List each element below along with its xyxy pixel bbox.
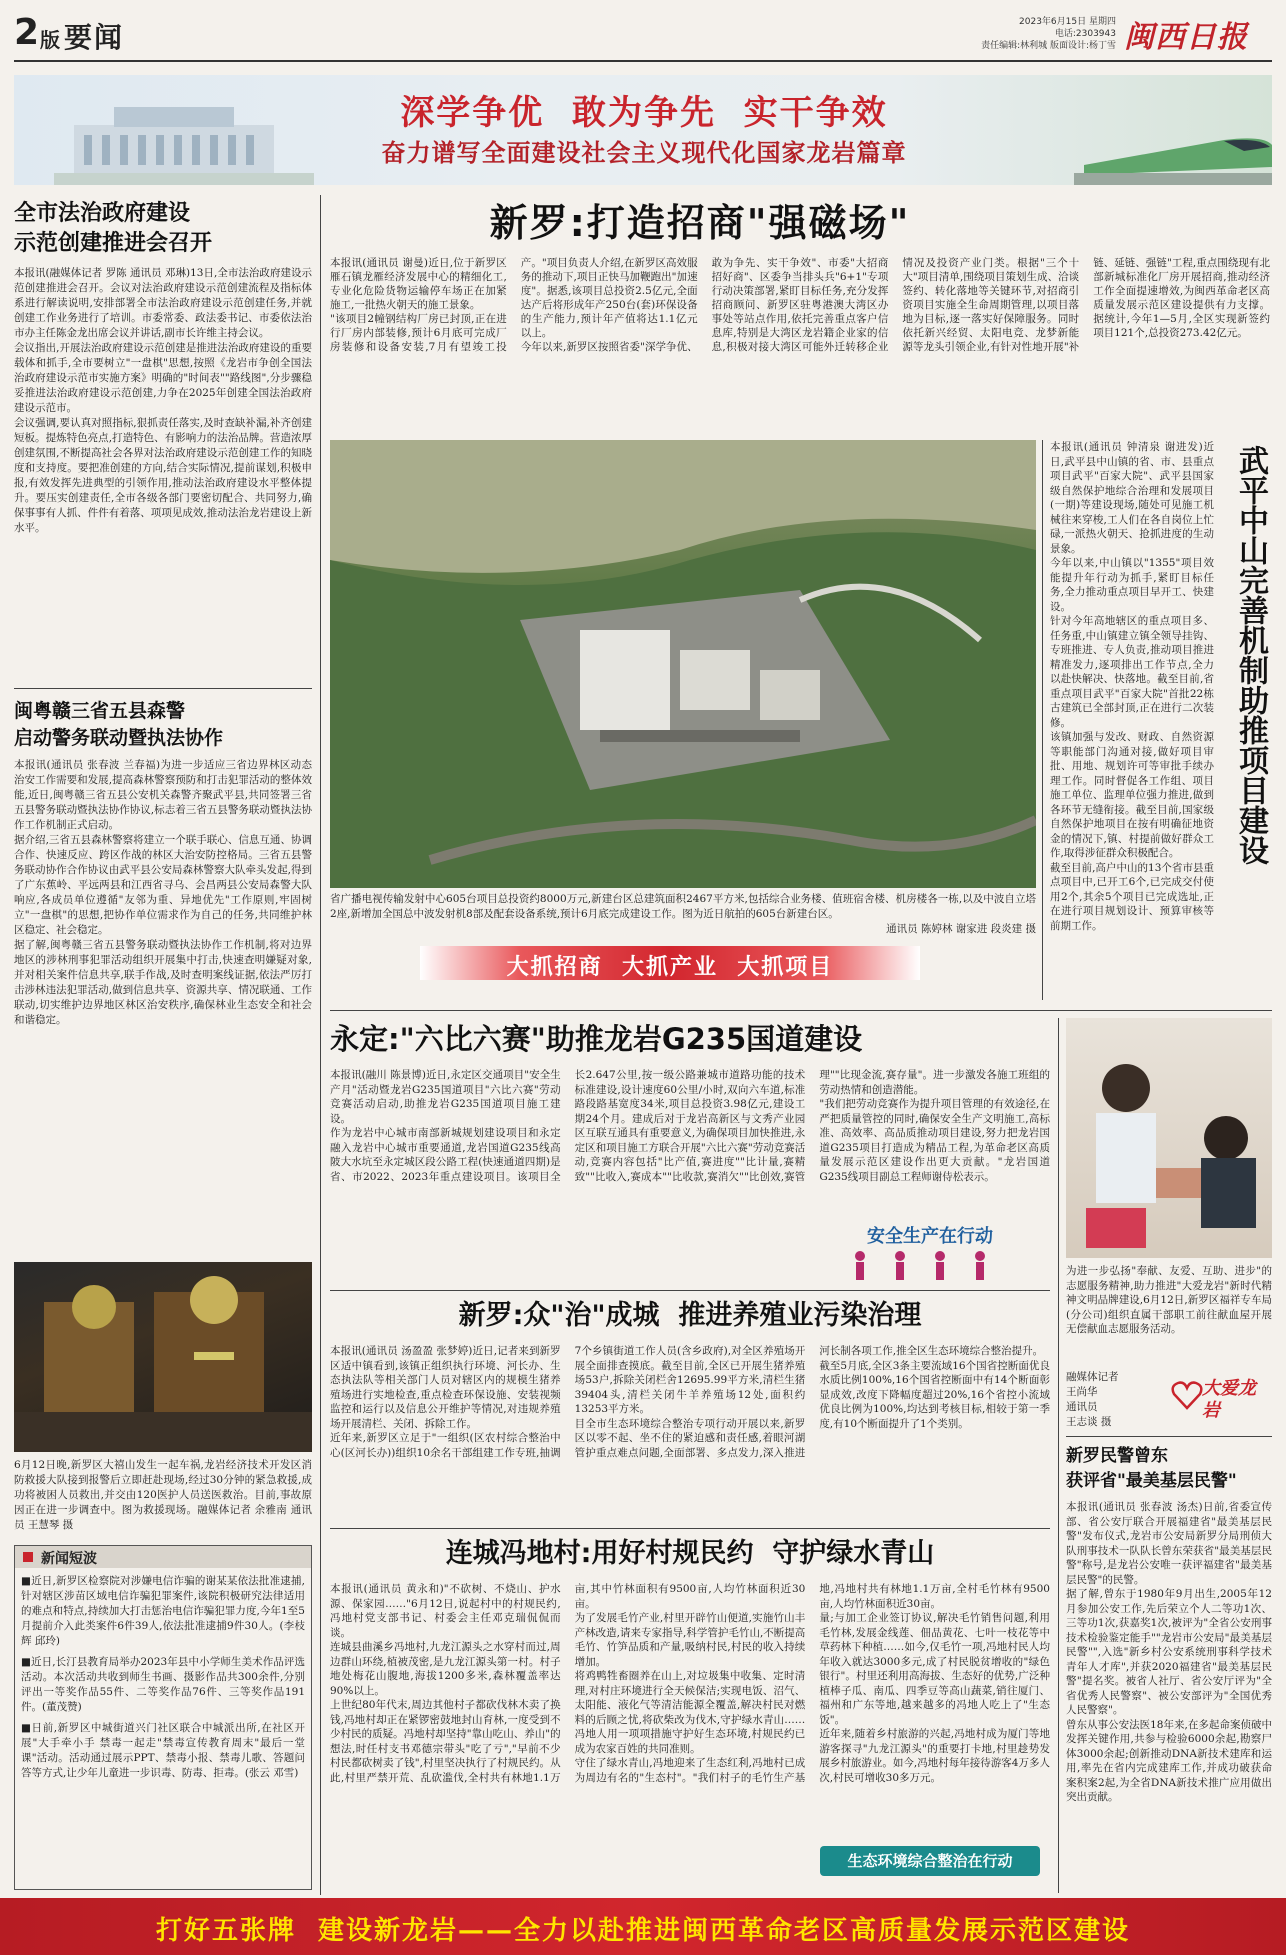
footer-slogan-text: 打好五张牌 建设新龙岩——全力以赴推进闽西革命老区高质量发展示范区建设 xyxy=(155,1916,1131,1946)
news-brief-item: ■近日,长汀县教育局举办2023年县中小学师生美术作品评选活动。本次活动共收到师生书画、摄影作品共300余件,分别评出一等奖作品55件、二等奖作品76件、三等奖作品191件。(董茂赞) xyxy=(21,1656,306,1713)
article-zhi-title: 新罗:众"治"成城 推进养殖业污染治理 xyxy=(458,1300,922,1331)
page-number: 2 xyxy=(14,12,40,53)
article-yongding-title: 永定:"六比六赛"助推龙岩G235国道建设 xyxy=(330,1022,863,1056)
article-fengdi-body: 本报讯(通讯员 黄永和)"不砍树、不烧山、护水源、保家园……"6月12日,说起村中的村规民约,冯地村党支部书记、村委会主任邓克瑞侃侃而谈。 连城县曲溪乡冯地村,九龙江源头之水穿村而过,周边群山环绕,植被茂密,是九龙江源头第一村。村子地处梅花山腹地,海拔1200多米,森林覆盖率达90%以上。 上世纪80年代末,周边其他村子都砍伐林木卖了换钱,冯地村却正在紧锣密鼓地封山育林,一度受到不少村民的质疑。冯地村却坚持"靠山吃山、养山"的想法,时任村支书邓德宗带头"吃了亏","早前不少村民都砍树卖了钱",村里坚决执行了村规民约。从此,村里严禁开荒、乱砍滥伐,全村共有林地1.1万亩,其中竹林面积有9500亩,人均竹林面积近30亩。 为了发展毛竹产业,村里开辟竹山便道,实施竹山丰产林改造,请来专家指导,科学管护毛竹山,不断提高毛竹、竹笋品质和产量,吸纳村民,村民的收入持续增加。 将鸡鸭牲畜圈养在山上,对垃圾集中收集、定时清理,对村庄环境进行全天候保洁;实现电饭、沼气、太阳能、液化气等清洁能源全覆盖,解决村民对燃料的后顾之忧,将砍柴改为伐木,守护绿水青山……冯地人用一项项措施守护好生态环境,村规民约已成为农家百姓的共同准则。 守住了绿水青山,冯地迎来了生态红利,冯地村已成为周边有名的"生态村"。"我们村子的毛竹生产基地,冯地村共有林地1.1万亩,全村毛竹林有9500亩,人均竹林面积近30亩。 量;与加工企业签订协议,解决毛竹销售问题,利用毛竹林,发展金线莲、佃品黄花、七叶一枝花等中草药林下种植……如今,仅毛竹一项,冯地村民人均年收入就达3000多元,成了村民脱贫增收的"绿色银行"。村里还利用高海拔、生态好的优势,广泛种植棒子瓜、南瓜、四季豆等高山蔬菜,销往厦门、福州和广东等地,越来越多的冯地人吃上了"生态饭"。 近年来,随着乡村旅游的兴起,冯地村成为厦门等地游客探寻"九龙江源头"的重要打卡地,村里趁势发展乡村旅游业。如今,冯地村每年接待游客4万多人次,村民可增收30多万元。 xyxy=(330,1583,1050,1784)
train-illustration xyxy=(1074,105,1272,185)
article-fire xyxy=(14,698,312,1260)
photo-aerial xyxy=(330,440,1036,888)
news-brief-list xyxy=(21,1574,305,1781)
article-body: 本报讯(通讯员 张春波 汤杰)日前,省委宣传部、省公安厅联合开展福建省"最美基层民警"发布仪式,龙岩市公安局新罗分局刑侦大队刑事技术一队队长曾东荣获省"最美基层民警"称号,是龙岩公安唯一获评福建省"最美基层民警"的民警。 据了解,曾东于1980年9月出生,2005年12月参加公安工作,先后荣立个人二等功1次、三等功1次,获嘉奖1次,被评为"全省公安刑事技术检验鉴定能手""龙岩市公安局"最美基层民警"",入选"新乡村公安系统刑事科学技术青年人才库",并获2020福建省"最美基层民警"提名奖。被省人社厅、省公安厅评为"全省优秀人民警察"、被公安部评为"全国优秀人民警察"。 曾东从事公安法医18年来,在多起命案侦破中发挥关键作用,共参与检验6000余起,勘察尸体3000余起;创新推动DNA新技术建库和运用,率先在省内完成建库工作,并成功破获命案积案2起,为全省DNA新技术推广应用做出突出贡献。 xyxy=(1066,1501,1272,1803)
divider xyxy=(330,1290,1050,1291)
news-brief-title: 新闻短波 xyxy=(41,1551,97,1567)
credit-line: 王志谈 摄 xyxy=(1066,1416,1112,1428)
editors: 责任编辑:林利城 版面设计:杨丁雪 xyxy=(981,41,1116,51)
rescue-illustration xyxy=(14,1262,312,1452)
section-title: 要闻 xyxy=(64,21,125,54)
safety-sticker xyxy=(820,1222,1040,1282)
page-label: 版 xyxy=(40,28,60,52)
issue-date: 2023年6月15日 xyxy=(1019,17,1087,27)
article-title: 示范创建推进会召开 xyxy=(14,230,213,256)
article-title: 启动警务联动暨执法协作 xyxy=(14,727,224,749)
photo-volunteer xyxy=(1066,1018,1272,1258)
divider xyxy=(14,688,312,689)
column-divider xyxy=(1042,440,1043,1000)
article-title: 全市法治政府建设 xyxy=(14,200,191,226)
slogan-bar xyxy=(420,946,920,980)
divider xyxy=(330,1528,1050,1529)
article-body: 本报讯(通讯员 张春波 兰春福)为进一步适应三省边界林区动态治安工作需要和发展,提高森林警察预防和打击犯罪活动的整体效能,近日,闽粤赣三省五县公安机关森警齐聚武平县,共同签署三省五县警务联动暨执法协作协议,标志着三省五县警务联动暨执法协作工作机制正式启动。 据介绍,三省五县森林警察将建立一个联手联心、信息互通、协调合作、快速反应、跨区作战的林区大治安防控格局。三省五县警务联动协作合作协议由武平县公安局森林警察大队牵头发起,得到了广东蕉岭、平远两县和江西省寻乌、会昌两县公安局森警大队响应,各成员单位遵循"友邻为重、异地优先"工作原则,牢固树立"一盘棋"的思想,把协作单位需求作为自己的任务,共同维护林区稳定、社会稳定。 据了解,闽粤赣三省五县警务联动暨执法协作工作机制,将对边界地区的涉林刑事犯罪活动组织开展集中打击,快速查明嫌疑对象,并对相关案件信息共享,联手作战,及时查明案线证据,依法严厉打击涉林违法犯罪活动,做到信息共享、资源共享、情况联通、工作联动,切实维护边界地区林区治安秩序,确保林业生态安全和社会和谐稳定。 xyxy=(14,759,312,1026)
column-divider xyxy=(1058,1018,1059,1893)
paper-logo: 闽西日报 xyxy=(1124,20,1248,55)
article-law xyxy=(14,198,312,621)
photo-caption: 6月12日晚,新罗区大禧山发生一起车祸,龙岩经济技术开发区消防救援大队接到报警后立即赶赴现场,经过30分钟的紧急救援,成功将被困人员救出,并交由120医护人员送医救治。目前,事故原因正在进一步调查中。图为救援现场。融媒体记者 余雅南 通讯员 王慧琴 摄 xyxy=(14,1459,312,1531)
article-title: 闽粤赣三省五县森警 xyxy=(14,700,186,722)
article-xinluo-title: 新罗:打造招商"强磁场" xyxy=(489,201,911,245)
photo-credit: 通讯员 陈婷林 谢家进 段炎建 摄 xyxy=(886,923,1036,935)
column-divider xyxy=(320,195,321,1895)
footer-slogan-bar xyxy=(0,1898,1286,1955)
divider xyxy=(330,1010,1272,1011)
divider xyxy=(1066,1436,1272,1437)
logo-text: 大爱龙岩 xyxy=(1202,1378,1256,1421)
masthead-info xyxy=(976,16,1116,52)
article-xinluo-body: 本报讯(通讯员 谢曼)近日,位于新罗区雁石镇龙雁经济发展中心的精细化工,专业化危险货物运输停车场正在加紧施工,一批热火朝天的施工景象。 "该项目2幢钢结构厂房已封顶,正在进行厂房内部装修,预计6月底可完成厂房装修和设备安装,7月有望竣工投产。"项目负责人介绍,在新罗区高效服务的推动下,项目正快马加鞭跑出"加速度"。据悉,该项目总投资2.5亿元,全面达产后将形成年产250台(套)环保设备的生产能力,预计年产值将达1.1亿元以上。 今年以来,新罗区按照省委"深学争优、敢为争先、实干争效"、市委"大招商招好商"、区委争当排头兵"6+1"专项行动决策部署,紧盯目标任务,充分发挥招商顾问、新罗区驻粤港澳大湾区办事处等站点作用,依托完善重点客户信息库,特别是大湾区龙岩籍企业家的信息,积极对接大湾区可能外迁转移企业情况及投资产业门类。根据"三个十大"项目清单,围绕项目策划生成、洽谈签约、转化落地等关键环节,对招商引资项目实施全生命周期管理,以项目落地为目标,逐一落实好保障服务。同时依托新兴经贸、太阳电竞、龙梦新能源等龙头引领企业,有针对性地开展"补链、延链、强链"工程,重点围绕现有北部新城标准化厂房开展招商,推动经济工作全面提速增效,为闽西革命老区高质量发展示范区建设提供有力支撑。据统计,今年1—5月,全区实现新签约项目121个,总投资273.42亿元。 xyxy=(330,257,1270,353)
aerial-illustration xyxy=(330,440,1036,888)
issue-weekday: 星期四 xyxy=(1088,17,1116,27)
credit-line: 王尚华 xyxy=(1066,1386,1098,1398)
photo-rescue xyxy=(14,1262,312,1452)
banner-line2: 奋力谱写全面建设社会主义现代化国家龙岩篇章 xyxy=(381,138,907,167)
top-banner xyxy=(14,75,1272,185)
banner-line1: 深学争优 敢为争先 实干争效 xyxy=(400,93,888,133)
article-wuping-title: 武平中山完善机制助推项目建设 xyxy=(1233,445,1268,865)
article-zhi-body: 本报讯(通讯员 汤盈盈 张梦婷)近日,记者来到新罗区适中镇看到,该镇正组织执行环境、河长办、生态执法队等相关部门人员对辖区内的规模生猪养殖场进行实地检查,重点检查环保设施、安装视频监控和运行以及信息公开维护等情况,对违规养殖场开展清栏、关闭、拆除工作。 近年来,新罗区立足于"一组织(区农村综合整治中心(区河长办))组织10余名干部组建工作专班,抽调7个乡镇街道工作人员(含乡政府),对全区养殖场开展全面排查摸底。截至目前,全区已开展生猪养殖场53户,拆除关闭栏舍12695.99平方米,清栏生猪39404头,清栏关闭牛羊养殖场12处,面积约13253平方米。 目全市生态环境综合整治专项行动开展以来,新罗区以零不起、坐不住的紧迫感和责任感,着眼河湖管护重点难点问题,全面部署、多点发力,深入推进河长制各项工作,推全区生态环境综合整治提升。 截至5月底,全区3条主要流域16个国省控断面优良水质比例100%,16个国省控断面中有14个断面彰显成效,改度下降幅度超过20%,16个省控小流域优良比例为100%,均达到考核目标,相较于第一季度,有10个断面提升了1个类别。 xyxy=(330,1345,1050,1459)
eco-sticker xyxy=(820,1846,1040,1876)
article-police xyxy=(1066,1444,1272,1880)
news-brief-icon xyxy=(23,1552,33,1562)
news-brief-box xyxy=(14,1545,312,1890)
credit-line: 融媒体记者 xyxy=(1066,1371,1119,1383)
news-brief-item: ■日前,新罗区中城街道兴门社区联合中城派出所,在社区开展"大手牵小手 禁毒一起走"禁毒宣传教育周末"最后一堂课"活动。活动通过展示PPT、禁毒小报、禁毒儿歌、答题问答等方式,让少年儿童进一步识毒、防毒、拒毒。(张云 邓雪) xyxy=(21,1722,305,1779)
slogan-text: 大抓招商 大抓产业 大抓项目 xyxy=(506,955,834,980)
news-brief-item: ■近日,新罗区检察院对涉嫌电信诈骗的谢某某依法批准逮捕,针对辖区涉苗区域电信诈骗犯罪案件,该院积极研究法律适用的难点和特点,持续加大打击惩治电信诈骗犯罪力度,今年1至5月提前介入此类案件6件39人,依法批准逮捕9件30人。(李枝辉 邱玲) xyxy=(21,1575,305,1647)
phone: 电话:2303943 xyxy=(1054,29,1116,39)
article-title: 新罗民警曾东 xyxy=(1066,1446,1168,1466)
safety-sticker-text: 安全生产在行动 xyxy=(867,1226,993,1247)
dalongyan-logo xyxy=(1170,1372,1270,1430)
heart-icon xyxy=(1170,1378,1204,1412)
volunteer-illustration xyxy=(1066,1018,1272,1258)
header-rule xyxy=(14,60,1272,62)
article-wuping-body: 本报讯(通讯员 钟清泉 谢进发)近日,武平县中山镇的省、市、县重点项目武平"百家大院"、武平县国家级自然保护地综合治理和发展项目(一期)等建设现场,随处可见施工机械往来穿梭,工人们在各自岗位上忙碌,一派热火朝天、抢抓进度的生动景象。 今年以来,中山镇以"1355"项目效能提升年行动为抓手,紧盯目标任务,全力推动重点项目早开工、快建设。 针对今年高地辖区的重点项目多、任务重,中山镇建立镇全领导挂钩、专班推进、专人负责,推动项目推进精准发力,逐项排出工作节点,全力以赴快解决、快落地。截至目前,省重点项目武平"百家大院"首批22栋古建筑已全部封顶,正在进行二次装修。 该镇加强与发改、财政、自然资源等职能部门沟通对接,做好项目审批、用地、规划许可等审批手续办理工作。同时督促各工作组、项目施工单位、监理单位强力推进,做到各环节无缝衔接。截至目前,国家级自然保护地项目在按有明确征地资金的情况下,镇、村提前做好群众工作,取得涉征群众积极配合。 截至目前,高户中山的13个省市县重点项目中,已开工6个,已完成交付使用2个,其余5个项目已完成选址,正在进行项目规划设计、预算审核等前期工作。 xyxy=(1050,441,1214,932)
photo-credits xyxy=(1066,1370,1166,1430)
masthead xyxy=(14,10,1272,68)
article-yongding-body: 本报讯(融川 陈景博)近日,永定区交通项目"安全生产月"活动暨龙岩G235国道项目"六比六赛"劳动竞赛活动启动,助推龙岩G235国道项目施工建设。 作为龙岩中心城市南部新城规划建设项目和永定融入龙岩中心城市重要通道,龙岩国道G235线高陂大水坑至永定城区段公路工程(快速通道四期)是省、市2022、2023年重点建设项目。该项目全长2.647公里,按一级公路兼城市道路功能的技术标准建设,设计速度60公里/小时,双向六车道,标准路段路基宽度34米,项目总投资3.98亿元,建设工期24个月。建成后对于龙岩高新区与文秀产业园区互联互通具有重要意义,为确保项目加快推进,永定区和项目施工方联合开展"六比六赛"劳动竞赛活动,竞赛内容包括"比产值,赛进度""比计量,赛精致""比收入,赛成本""比收款,赛消欠""比创效,赛管理""比现金流,赛存量"。进一步激发各施工班组的劳动热情和创造潜能。 "我们把劳动竞赛作为提升项目管理的有效途径,在严把质量管控的同时,确保安全生产文明施工,高标准、高效率、高品质推动项目建设,努力把龙岩国道G235项目打造成为精品工程,为革命老区高质量发展示范区建设作出更大贡献。"龙岩国道G235线项目副总工程师谢侍松表示。 xyxy=(330,1069,1050,1183)
photo-caption: 省广播电视传输发射中心605台项目总投资约8000万元,新建台区总建筑面积2467平方米,包括综合业务楼、值班宿舍楼、机房楼各一栋,以及中波自立塔2座,新增加全国总中波发射机8部及配套设备系统,预计6月底完成建设工作。图为近日航拍的605台新建台区。 xyxy=(330,893,1036,920)
photo-caption: 为进一步弘扬"奉献、友爱、互助、进步"的志愿服务精神,助力推进"大爱龙岩"新时代精神文明品牌建设,6月12日,新罗区福祥专车局(分公司)组织直属干部职工前往献血屋开展无偿献血志愿服务活动。 xyxy=(1066,1265,1272,1335)
article-title: 获评省"最美基层民警" xyxy=(1066,1471,1237,1491)
credit-line: 通讯员 xyxy=(1066,1401,1098,1413)
article-body: 本报讯(融媒体记者 罗陈 通讯员 邓琳)13日,全市法治政府建设示范创建推进会召开。会议对法治政府建设示范创建流程及指标体系进行解读说明,安排部署全市法治政府建设示范创建任务,并就创建工作业务进行了培训。市委常委、政法委书记、市委依法治市办主任陈金龙出席会议并讲话,副市长许维主持会议。 会议指出,开展法治政府建设示范创建是推进法治政府建设的重要载体和抓手,全市要树立"一盘棋"思想,按照《龙岩市争创全国法治政府建设示范市实施方案》明确的"时间表""路线图",分步骤稳妥推进法治政府建设示范创建,力争在2025年创建全国法治政府建设示范市。 会议强调,要认真对照指标,狠抓责任落实,及时查缺补漏,补齐创建短板。提炼特色亮点,打造特色、有影响力的法治品牌。营造浓厚创建氛围,不断提高社会各界对法治政府建设示范创建工作的知晓度和支持度。要把准创建的方向,结合实际情况,提前谋划,积极申报,有效发挥先进典型的引领作用,推动法治政府建设水平整体提升。要压实创建责任,全市各级各部门要密切配合、共同努力,确保事事有人抓、件件有着落、项项见成效,推动法治龙岩建设上新水平。 xyxy=(14,267,312,534)
workers-illustration xyxy=(820,1248,1040,1282)
eco-sticker-text: 生态环境综合整治在行动 xyxy=(847,1852,1013,1870)
article-fengdi-title: 连城冯地村:用好村规民约 守护绿水青山 xyxy=(445,1538,935,1569)
news-brief-header xyxy=(15,1546,311,1568)
